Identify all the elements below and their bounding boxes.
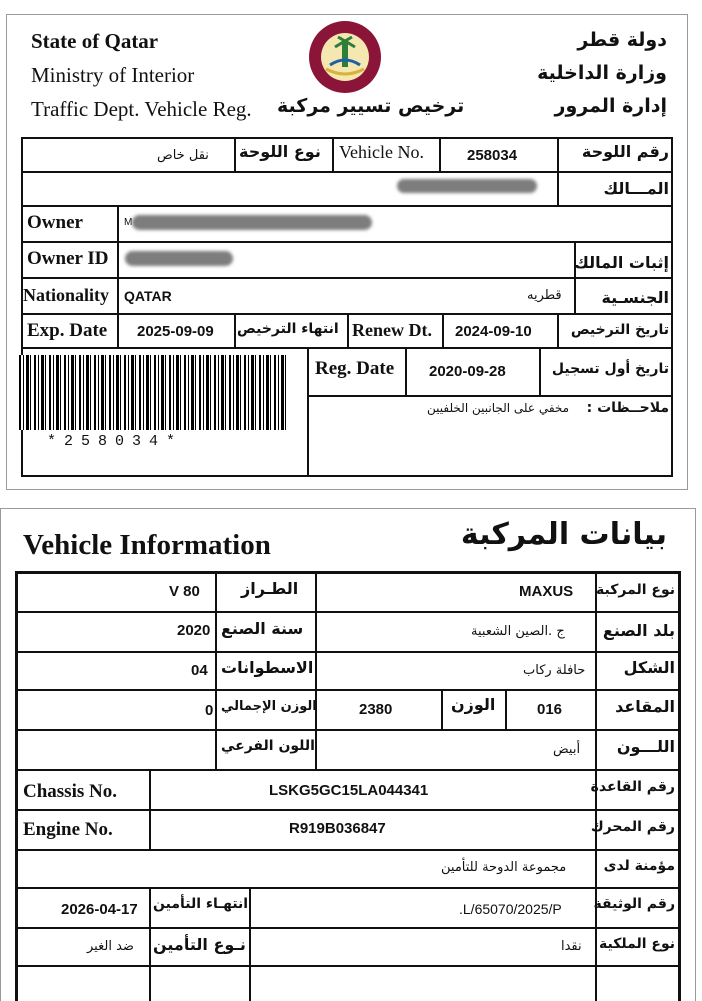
nationality-label-en: Nationality — [23, 285, 110, 305]
weight-label-ar: الوزن — [451, 695, 496, 714]
nationality-value-ar: قطريه — [527, 288, 562, 303]
qatar-moi-logo — [308, 17, 382, 97]
owner-id-label-ar: إثبات المالك — [574, 253, 669, 272]
nationality-label-ar: الجنسـية — [601, 288, 669, 307]
gross-weight-label-ar: الوزن الإجمالي — [221, 699, 317, 714]
plate-type-label-ar: نوع اللوحة — [239, 142, 321, 161]
dept-ar: إدارة المرور — [554, 95, 667, 117]
renew-date-label-ar: تاريخ الترخيص — [570, 322, 669, 338]
owner-id-label-en: Owner ID — [27, 248, 109, 269]
renew-date-value: 2024-09-10 — [455, 323, 532, 340]
insurance-expiry-label-ar: انتهـاء التأمين — [153, 896, 249, 912]
seats-label-ar: المقاعد — [615, 697, 675, 716]
exp-date-label-ar: انتهاء الترخيص — [237, 321, 339, 337]
model-value: V 80 — [169, 583, 200, 600]
cylinders-value: 04 — [191, 662, 208, 679]
engine-label-en: Engine No. — [23, 819, 113, 840]
barcode-text: *258034* — [47, 433, 184, 450]
chassis-label-en: Chassis No. — [23, 781, 117, 802]
insurance-expiry-value: 2026-04-17 — [61, 901, 138, 918]
dept-en: Traffic Dept. Vehicle Reg. — [31, 97, 252, 121]
cylinders-label-ar: الاسطوانات — [221, 658, 314, 677]
sub-color-label-ar: اللون الفرعي — [221, 738, 315, 754]
registration-card — [6, 14, 688, 490]
color-value: أبيض — [553, 742, 581, 757]
plate-no-label-ar: رقم اللوحة — [581, 142, 669, 161]
notes-label-ar: ملاحــظات : — [586, 400, 669, 416]
state-en: State of Qatar — [31, 29, 159, 53]
policy-label-ar: رقم الوثيقة — [593, 896, 675, 912]
nationality-value: QATAR — [124, 288, 172, 304]
gross-weight-value: 0 — [205, 702, 214, 719]
ministry-en: Ministry of Interior — [31, 63, 195, 87]
weight-value: 2380 — [359, 701, 393, 718]
chassis-value: LSKG5GC15LA044341 — [269, 782, 429, 799]
ownership-value: نقدا — [561, 939, 582, 954]
year-label-ar: سنة الصنع — [221, 619, 304, 638]
engine-value: R919B036847 — [289, 820, 386, 837]
state-ar: دولة قطر — [577, 29, 667, 51]
owner-prefix: M — [124, 217, 133, 228]
owner-label-ar: المـــالك — [603, 179, 669, 198]
vehicle-info-title-en: Vehicle Information — [23, 529, 271, 561]
policy-value: L/65070/2025/P. — [459, 901, 562, 917]
title-ar: ترخيص تسيير مركبة — [277, 95, 465, 117]
insurance-type-value: ضد الغير — [87, 939, 134, 954]
vehicle-no-label: Vehicle No. — [339, 142, 424, 162]
barcode — [19, 355, 289, 430]
model-label-ar: الطـراز — [241, 579, 299, 598]
ownership-label-ar: نوع الملكية — [599, 936, 675, 952]
vehicle-info-title-ar: بيانات المركبة — [460, 517, 667, 552]
plate-no-value: 258034 — [467, 147, 518, 164]
shape-label-ar: الشكل — [623, 658, 675, 677]
reg-date-label-en: Reg. Date — [315, 358, 395, 379]
seats-value: 016 — [537, 701, 563, 718]
color-label-ar: اللـــون — [616, 737, 675, 756]
renew-date-label-en: Renew Dt. — [352, 320, 432, 340]
owner-label-en: Owner — [27, 212, 83, 233]
year-value: 2020 — [177, 622, 211, 639]
make-label-ar: نوع المركبة — [596, 582, 675, 598]
redacted-owner-ar — [397, 179, 537, 193]
shape-value: حافلة ركاب — [523, 663, 586, 678]
insurance-type-label-ar: نـوع التأمين — [153, 935, 246, 954]
country-label-ar: بلد الصنع — [602, 621, 675, 640]
engine-label-ar: رقم المحرك — [590, 819, 675, 835]
reg-date-label-ar: تاريخ أول تسجيل — [551, 361, 669, 377]
exp-date-value: 2025-09-09 — [137, 323, 214, 340]
exp-date-label-en: Exp. Date — [27, 320, 108, 341]
redacted-owner-en — [132, 215, 372, 230]
insurer-value: مجموعة الدوحة للتأمين — [441, 860, 567, 875]
vehicle-info-card — [0, 508, 696, 1001]
redacted-owner-id — [125, 251, 233, 266]
country-value: ج .الصين الشعبية — [471, 624, 565, 639]
chassis-label-ar: رقم القاعدة — [590, 779, 675, 795]
reg-date-value: 2020-09-28 — [429, 363, 506, 380]
ministry-ar: وزارة الداخلية — [537, 62, 667, 84]
make-value: MAXUS — [519, 583, 574, 600]
plate-type-value: نقل خاص — [157, 148, 209, 163]
insurer-label-ar: مؤمنة لدى — [603, 858, 675, 874]
notes-value: مخفي على الجانبين الخلفيين — [427, 401, 570, 415]
